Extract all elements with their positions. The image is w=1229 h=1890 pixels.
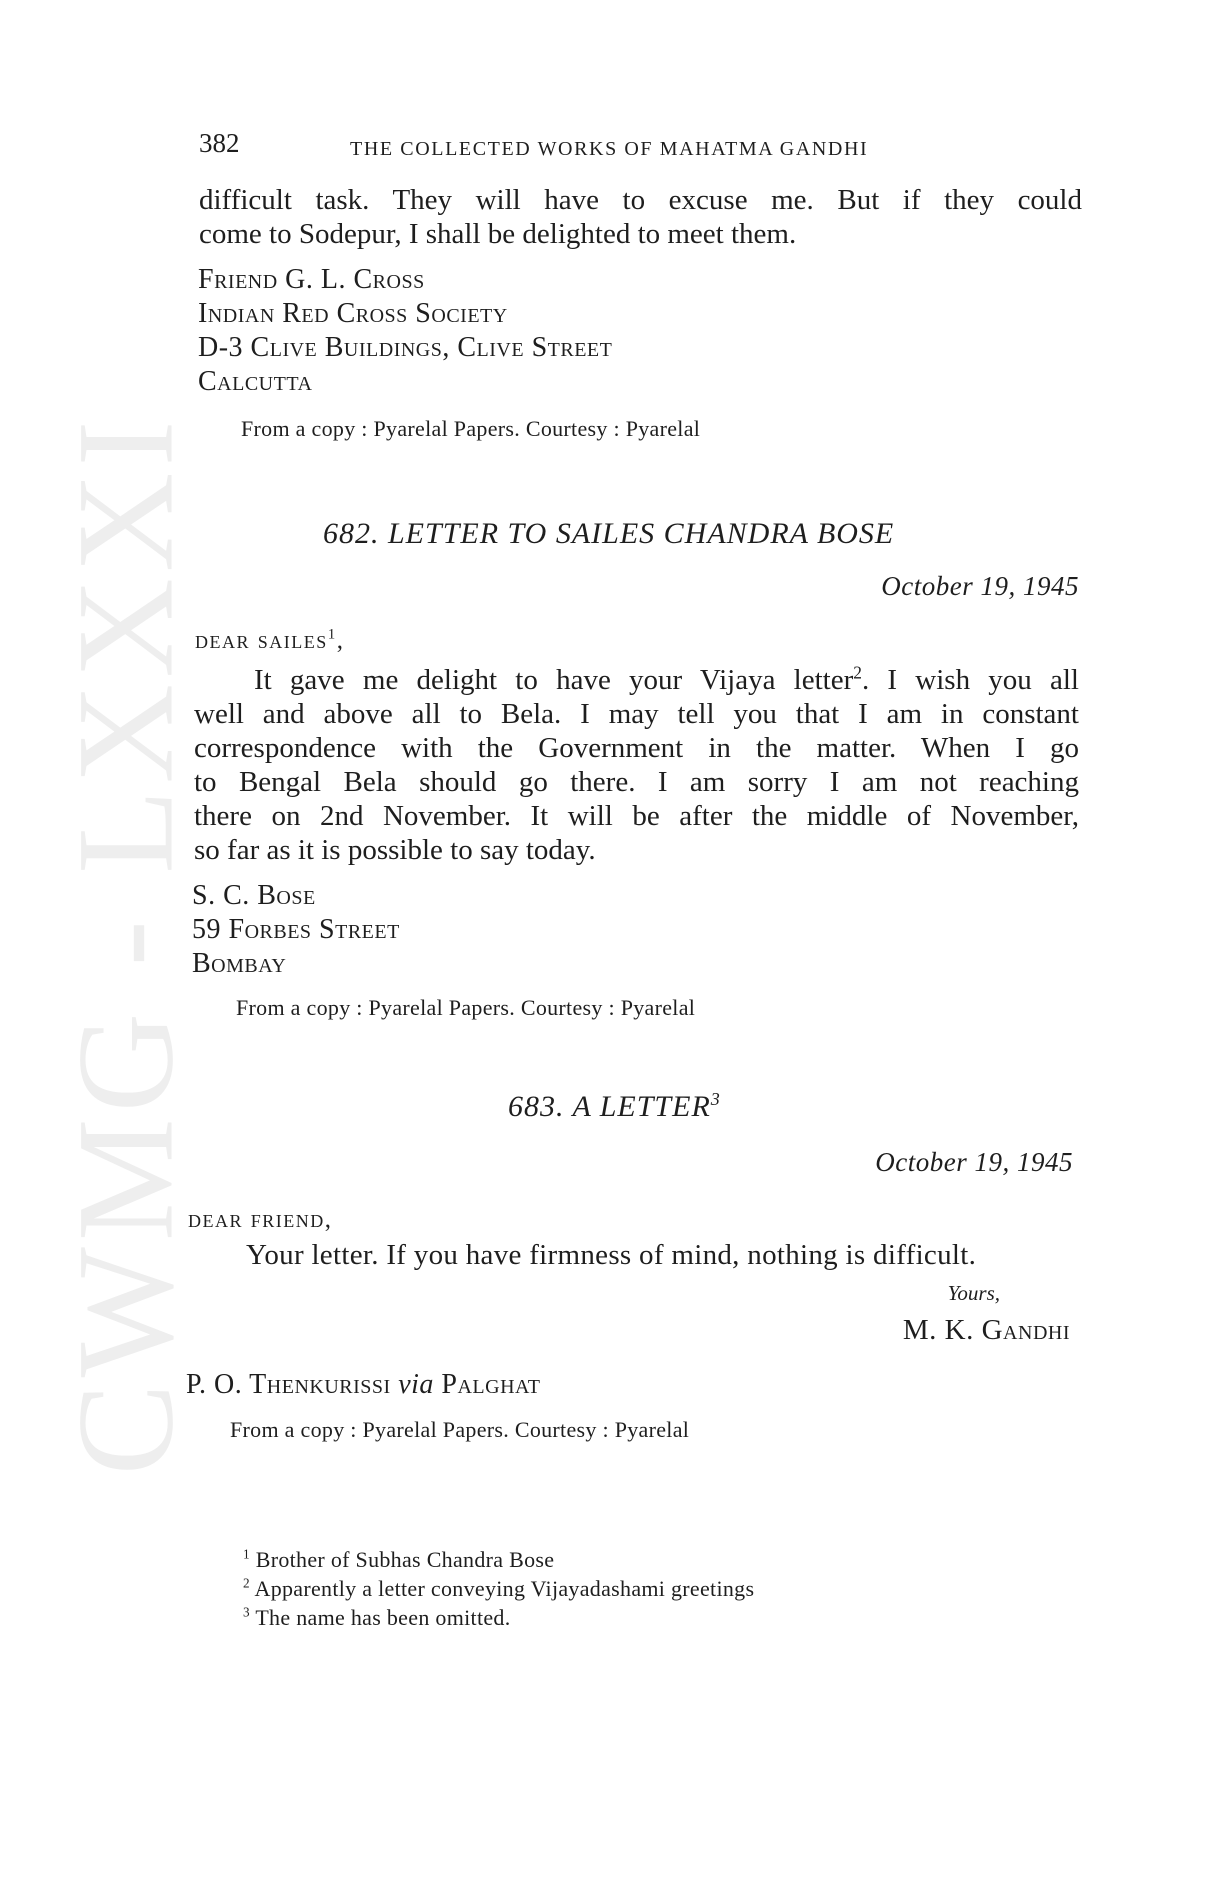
page-number: 382 xyxy=(199,128,240,158)
continued-paragraph xyxy=(199,183,1082,251)
source-note: From a copy : Pyarelal Papers. Courtesy : Pyarelal xyxy=(241,416,701,441)
footnote-ref: 1 xyxy=(327,626,337,643)
section-title-683: 683. A LETTER$^3$ xyxy=(508,1089,721,1123)
address-block xyxy=(192,879,400,981)
footnote: $^2$ Apparently a letter conveying Vijayadashami greetings xyxy=(243,1575,755,1601)
paragraph-line: so far as it is possible to say today. xyxy=(194,834,596,866)
footnote: $^3$ The name has been omitted. xyxy=(243,1604,511,1630)
running-title: THE COLLECTED WORKS OF MAHATMA GANDHI xyxy=(350,138,869,160)
signature: M. K. Gandhi xyxy=(902,1314,1070,1346)
paragraph-line: there on 2nd November. It will be after the middle of November, xyxy=(194,800,1079,832)
letter-body xyxy=(194,663,1079,867)
footnote: $^1$ Brother of Subhas Chandra Bose xyxy=(243,1546,555,1572)
address-line: Friend G. L. Cross xyxy=(198,264,425,295)
address-line: Calcutta xyxy=(198,366,313,397)
closing: Yours, xyxy=(947,1281,1000,1305)
address-line: Indian Red Cross Society xyxy=(198,298,508,329)
footnote-ref: 2 xyxy=(853,662,862,683)
paragraph-line: correspondence with the Government in the matter. When I go xyxy=(194,732,1079,764)
section-title-682: 682. LETTER TO SAILES CHANDRA BOSE xyxy=(323,517,895,550)
address-line: P. O. Thenkurissi via Palghat xyxy=(186,1369,541,1400)
paragraph-line: come to Sodepur, I shall be delighted to meet them. xyxy=(199,218,797,250)
address-line: D-3 Clive Buildings, Clive Street xyxy=(198,332,613,363)
salutation: dear friend, xyxy=(188,1206,333,1233)
source-note: From a copy : Pyarelal Papers. Courtesy : Pyarelal xyxy=(230,1417,690,1442)
letter-date: October 19, 1945 xyxy=(881,571,1079,601)
footnotes xyxy=(243,1545,754,1632)
salutation: dear sailes$^1$, xyxy=(195,626,345,654)
address-line: S. C. Bose xyxy=(192,880,316,911)
source-note: From a copy : Pyarelal Papers. Courtesy : Pyarelal xyxy=(236,995,696,1020)
address-line: 59 Forbes Street xyxy=(192,914,400,945)
watermark: CWMG - LXXXI xyxy=(48,414,202,1476)
address-line: Bombay xyxy=(192,948,287,979)
paragraph-line: well and above all to Bela. I may tell you that I am in constant xyxy=(194,698,1079,730)
letter-date: October 19, 1945 xyxy=(875,1147,1073,1177)
paragraph-line: to Bengal Bela should go there. I am sorry I am not reaching xyxy=(194,766,1079,798)
address-block xyxy=(198,263,612,399)
letter-body: Your letter. If you have firmness of mind, nothing is difficult. xyxy=(246,1239,977,1271)
paragraph-line: It gave me delight to have your Vijaya letter$^2$. I wish you all xyxy=(254,662,1079,696)
paragraph-line: difficult task. They will have to excuse me. But if they could xyxy=(199,184,1082,216)
footnote-ref: 3 xyxy=(710,1089,721,1109)
